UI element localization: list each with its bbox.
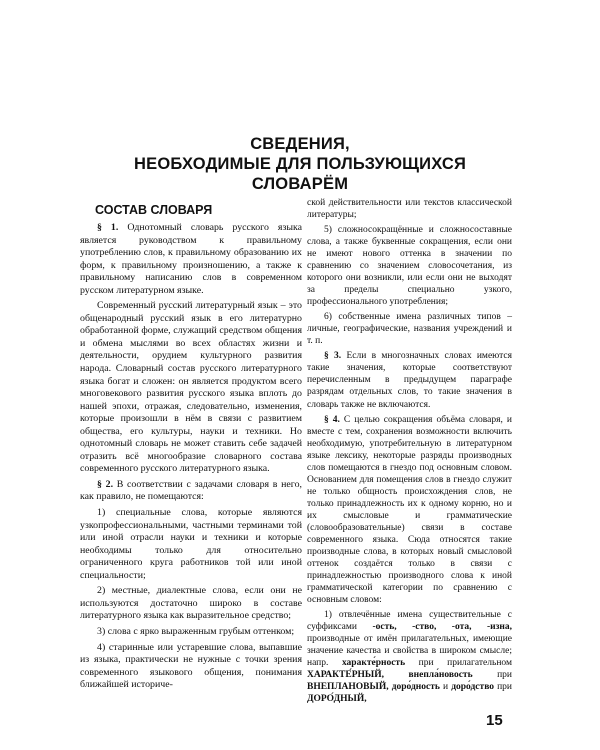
item-text: при (472, 670, 513, 681)
paragraph-2: Современный русский литературный язык – это общенародный русский язык в его литературно обработанной форме, служащий средством общения и обмена мыслями во всех областях жизни и деятельности, орудием культурного развития народа. Словарный состав русского литературного языка богат и сложен: он является продуктом всего многовекового развития русского языка вплоть до нашей эпохи, отражая, следовательно, изменения, которые произошли в нём в связи с развитием общества, его культуры, науки и техники. Но однотомный словарь не может ставить себе задачей отразить всё многообразие словарного состава современного русского литературного языка. (80, 300, 302, 475)
right-column (307, 197, 512, 705)
list-item-6: 6) собственные имена различных типов – личные, географические, названия учреждений и т. п. (307, 312, 512, 347)
title-line-1: СВЕДЕНИЯ, (250, 135, 350, 153)
section-mark: § 3. (324, 351, 342, 362)
paragraph-text: С целью сокращения объёма словаря, и вместе с тем, сохранения возможности включить необходимую, употребительную в литературном языке лексику, некоторые разряды производных слов помещаются в гнездо под основным словом. Основанием для помещения слов в гнездо служит не только общность происхождения слов, не только принадлежность их к одному корню, но и их смысловые и грамматические (словообразовательные) связи в составе современного языка. Сюда относятся такие производные слова, в которых новый смысловой оттенок создаётся только в связи с принадлежностью производного слова к иной грамматической категории по сравнению с основным словом: (307, 414, 512, 605)
example-word: внепла́новость (408, 670, 473, 681)
example-word: характе́рность (341, 658, 406, 669)
item-text: при прилагательном (405, 658, 512, 669)
page-title (60, 134, 540, 194)
nested-list-item-1 (307, 609, 512, 705)
list-item-4: 4) старинные или устаревшие слова, выпавшие из языка, практически не нужные с точки зрения современного языкового общения, понимания ближайшей историче- (80, 641, 302, 691)
section-mark: § 4. (324, 414, 340, 425)
list-item-1: 1) специальные слова, которые являются узкопрофессиональными, частными терминами той или иной отрасли науки и техники и которые необходимы только для относительно ограниченного круга работников той или иной специальности; (80, 507, 302, 581)
list-item-3: 3) слова с ярко выраженным грубым оттенком; (97, 625, 295, 637)
section-heading: СОСТАВ СЛОВАРЯ (95, 203, 213, 217)
example-word: доро́дство (451, 682, 495, 693)
left-column (80, 203, 302, 692)
section-mark: § 2. (97, 478, 114, 490)
title-line-3: СЛОВАРЁМ (251, 175, 349, 193)
paragraph-section-3 (307, 350, 512, 410)
item-text: и (439, 682, 452, 693)
item-text: производные от имён прилагательных, имеющие значение качества и свойства в широком смысле; напр. (307, 634, 512, 669)
headword: ВНЕПЛАНОВЫЙ, (307, 682, 389, 693)
suffix-list: -ость, -ство, -ота, -изна, (372, 622, 513, 633)
example-word: доро́дность (391, 682, 440, 693)
paragraph-text: Если в многозначных словах имеются такие значения, которые соответствуют перечисленным в предыдущем параграфе разрядам отдельных слов, то такие значения в словарь также не включаются. (307, 351, 512, 410)
list-item-2: 2) местные, диалектные слова, если они не используются достаточно широко в составе литературного языка как выразительное средство; (80, 585, 302, 622)
paragraph-section-4 (307, 414, 512, 607)
headword: ХАРАКТЕ́РНЫЙ, (307, 670, 385, 681)
item-text: при (494, 682, 513, 693)
paragraph-text: В соответствии с задачами словаря в него, как правило, не помещаются: (80, 478, 303, 503)
section-mark: § 1. (97, 222, 119, 233)
headword: ДОРО́ДНЫЙ, (307, 694, 367, 705)
paragraph-3 (80, 479, 302, 504)
paragraph-text: Однотомный словарь русского языка является руководством к правильному употреблению слов, к правильному образованию их форм, к правильному произношению, а также к правильному написанию слов в современном русском литературном языке. (80, 222, 303, 296)
continued-text: ской действительности или текстов классической литературы; (307, 198, 512, 221)
title-line-2: НЕОБХОДИМЫЕ ДЛЯ ПОЛЬЗУЮЩИХСЯ (134, 155, 466, 173)
paragraph-1 (80, 222, 302, 297)
page-number: 15 (486, 712, 503, 729)
list-item-5: 5) сложносокращённые и сложносоставные слова, а также буквенные сокращения, если они не имеют нового оттенка в значении по сравнению со значением словосочетания, из которого они возникли, или если они не выходят за пределы специально узкого, профессионального употребления; (307, 225, 512, 308)
item-text: 1) отвлечённые имена существительные с суффиксами (307, 610, 512, 633)
